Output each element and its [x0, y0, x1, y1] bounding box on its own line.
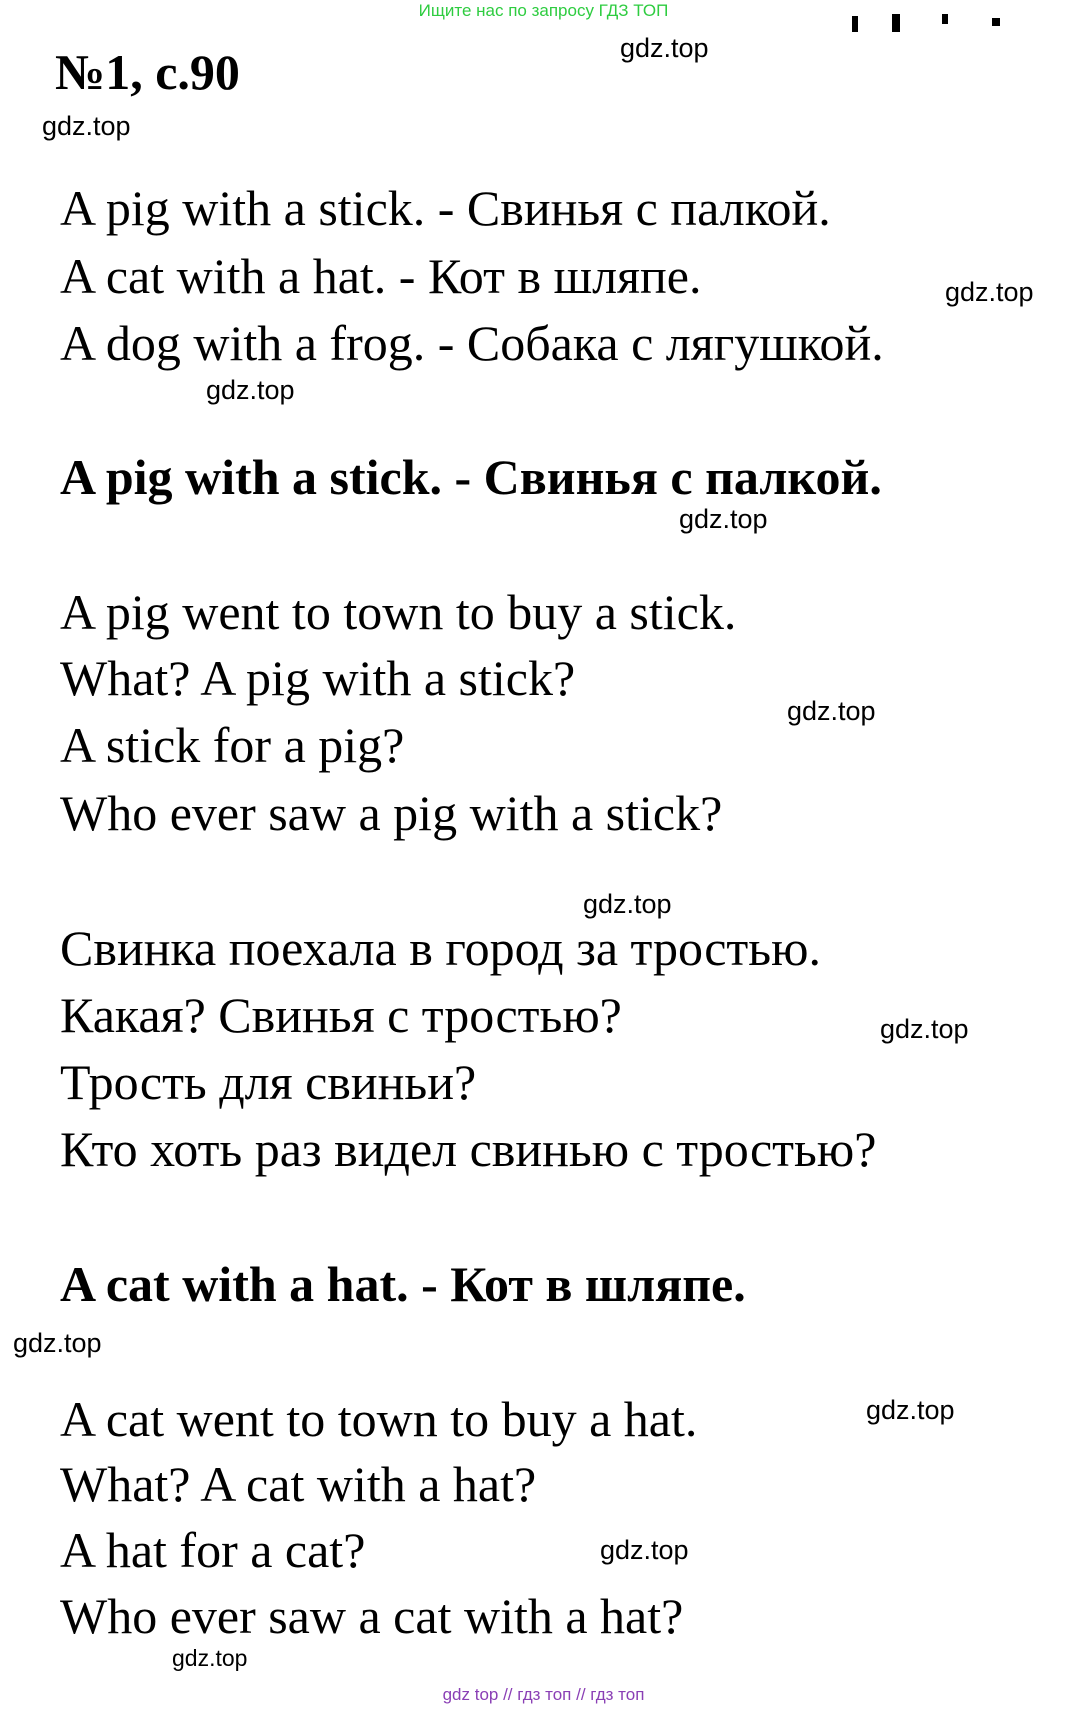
poem-line: What? A pig with a stick? — [60, 650, 576, 706]
page-title: №1, с.90 — [55, 44, 240, 100]
watermark: gdz.top — [787, 696, 876, 726]
intro-line: A pig with a stick. - Свинья с палкой. — [60, 180, 831, 236]
poem-line: Трость для свиньи? — [60, 1054, 477, 1110]
poem-line: Кто хоть раз видел свинью с тростью? — [60, 1121, 877, 1177]
poem-line: A stick for a pig? — [60, 717, 405, 773]
poem-line: Who ever saw a cat with a hat? — [60, 1588, 684, 1644]
poem-line: A hat for a cat? — [60, 1522, 366, 1578]
poem-line: Who ever saw a pig with a stick? — [60, 785, 723, 841]
intro-line: A cat with a hat. - Кот в шляпе. — [60, 248, 702, 304]
watermark: gdz.top — [600, 1535, 689, 1565]
cropped-text-fragment — [852, 8, 1052, 32]
watermark: gdz.top — [13, 1328, 102, 1358]
watermark: gdz.top — [620, 33, 709, 63]
section-heading: A pig with a stick. - Свинья с палкой. — [60, 449, 882, 505]
watermark: gdz.top — [880, 1014, 969, 1044]
watermark: gdz.top — [679, 504, 768, 534]
poem-line: What? A cat with a hat? — [60, 1456, 537, 1512]
watermark: gdz.top — [583, 889, 672, 919]
poem-line: Свинка поехала в город за тростью. — [60, 920, 821, 976]
footer-watermark: gdz top // гдз топ // гдз топ — [442, 1685, 645, 1704]
watermark: gdz.top — [866, 1395, 955, 1425]
poem-line: Какая? Свинья с тростью? — [60, 987, 622, 1043]
watermark: gdz.top — [945, 277, 1034, 307]
watermark: gdz.top — [42, 111, 131, 141]
poem-line: A pig went to town to buy a stick. — [60, 584, 737, 640]
poem-line: A cat went to town to buy a hat. — [60, 1391, 698, 1447]
top-banner: Ищите нас по запросу ГДЗ ТОП — [418, 1, 669, 20]
intro-line: A dog with a frog. - Собака с лягушкой. — [60, 315, 884, 371]
watermark: gdz.top — [172, 1645, 248, 1671]
section-heading: A cat with a hat. - Кот в шляпе. — [60, 1256, 746, 1312]
watermark: gdz.top — [206, 375, 295, 405]
